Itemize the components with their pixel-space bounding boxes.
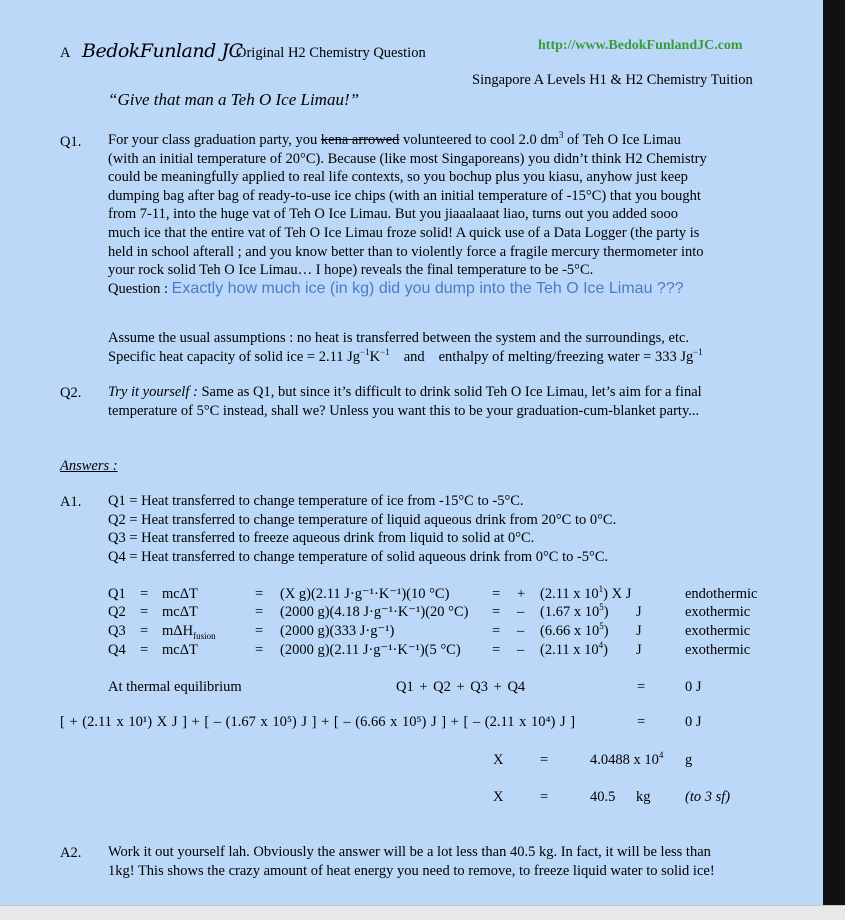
- calc-row-2-q: Q2: [108, 604, 126, 620]
- calc-row-1-eq2: =: [255, 586, 264, 602]
- calc-row-3-calc: (2000 g)(333 J·g⁻¹): [280, 623, 395, 639]
- calc-row-4-sign: –: [517, 642, 525, 658]
- calc-row-1-eq: =: [140, 586, 149, 602]
- calc-row-3-unit: J: [636, 623, 642, 639]
- calc-row-2-calc: (2000 g)(4.18 J·g⁻¹·K⁻¹)(20 °C): [280, 604, 469, 620]
- logo: BedokFunland JC: [82, 40, 243, 62]
- header-subtitle: Original H2 Chemistry Question: [236, 45, 426, 61]
- header-a: A: [60, 45, 71, 61]
- q2-paragraph: Try it yourself : Same as Q1, but since it’s difficult to drink solid Teh O Ice Limau, let’s aim for a final temperature of 5°C instead, shall we? Unless you want this to be your graduation-cum-blanket party...: [108, 384, 702, 419]
- equilibrium-equals: =: [637, 679, 646, 695]
- tagline: Singapore A Levels H1 & H2 Chemistry Tuition: [472, 72, 753, 88]
- window-edge: [823, 0, 845, 905]
- sum-line: [ + (2.11 x 10¹) X J ] + [ – (1.67 x 10⁵) J ] + [ – (6.66 x 10⁵) J ] + [ – (2.11 x 10⁴) J ]: [60, 714, 576, 730]
- x-grams-value: 4.0488 x $10^4$: [590, 750, 664, 768]
- sum-equals: =: [637, 714, 646, 730]
- calc-row-1-calc: (X g)(2.11 J·g⁻¹·K⁻¹)(10 °C): [280, 586, 450, 602]
- equilibrium-zero: 0 J: [685, 679, 702, 695]
- calc-row-3-f: mΔH$_{fusion}$: [162, 623, 216, 641]
- website-link[interactable]: http://www.BedokFunlandJC.com: [538, 38, 743, 53]
- answers-heading: Answers :: [60, 458, 118, 474]
- calc-row-2-f: mcΔT: [162, 604, 198, 620]
- calc-row-2-sign: –: [517, 604, 525, 620]
- x-kg-var: X: [493, 789, 504, 805]
- x-kg-unit: kg: [636, 789, 651, 805]
- calc-row-4-type: exothermic: [685, 642, 751, 658]
- calc-row-1-type: endothermic: [685, 586, 758, 602]
- calc-row-3-val: (6.66 x $10^5$): [540, 621, 609, 639]
- a2-paragraph: Work it out yourself lah. Obviously the answer will be a lot less than 40.5 kg. In fact, it will be less than 1kg! This shows the crazy amount of heat energy you need to remove, to freeze liquid water to solid ice!: [108, 844, 715, 879]
- calc-row-1-f: mcΔT: [162, 586, 198, 602]
- calc-row-3-q: Q3: [108, 623, 126, 639]
- x-grams-unit: g: [685, 752, 693, 768]
- a2-label: A2.: [60, 845, 82, 861]
- calc-row-1-sign: +: [517, 586, 526, 602]
- x-kg-value: 40.5: [590, 789, 616, 805]
- q2-label: Q2.: [60, 385, 82, 401]
- calc-row-1-val: (2.11 x $10^1$) X J: [540, 584, 632, 602]
- calc-row-2-val: (1.67 x $10^5$): [540, 602, 609, 620]
- equilibrium-label: At thermal equilibrium: [108, 679, 242, 695]
- calc-row-4-val: (2.11 x $10^4$): [540, 640, 609, 658]
- calc-row-1-q: Q1: [108, 586, 126, 602]
- calc-row-3-sign: –: [517, 623, 525, 639]
- x-kg-equals: =: [540, 789, 549, 805]
- calc-row-4-eq2: =: [255, 642, 264, 658]
- calc-row-4-eq: =: [140, 642, 149, 658]
- calc-row-4-unit: J: [636, 642, 642, 658]
- a1-definitions: Q1 = Heat transferred to change temperature of ice from -15°C to -5°C. Q2 = Heat transferred to change temperature of liquid aqueous drink from 20°C to 0°C. Q3 = Heat transferred to freeze aqueous drink from liquid to solid at 0°C. Q4 = Heat transferred to change temperature of solid aqueous drink from 0°C to -5°C.: [108, 493, 617, 565]
- calc-row-3-eq2: =: [255, 623, 264, 639]
- calc-row-4-f: mcΔT: [162, 642, 198, 658]
- status-bar: [0, 905, 845, 920]
- calc-row-3-type: exothermic: [685, 623, 751, 639]
- calc-row-4-eq3: =: [492, 642, 501, 658]
- calc-row-2-unit: J: [636, 604, 642, 620]
- calc-row-3-eq: =: [140, 623, 149, 639]
- sum-zero: 0 J: [685, 714, 702, 730]
- calc-row-2-eq3: =: [492, 604, 501, 620]
- calc-row-2-type: exothermic: [685, 604, 751, 620]
- calc-row-2-eq2: =: [255, 604, 264, 620]
- calc-row-2-eq: =: [140, 604, 149, 620]
- assumptions: Assume the usual assumptions : no heat is transferred between the system and the surroundings, etc. Specific heat capacity of solid ice = 2.11 $Jg^{-1}K^{-1}$ and enthalpy of melting/freezing water = 333 $Jg^{-1}$: [108, 330, 703, 365]
- calc-row-3-eq3: =: [492, 623, 501, 639]
- a1-label: A1.: [60, 494, 82, 510]
- x-grams-var: X: [493, 752, 504, 768]
- q1-label: Q1.: [60, 134, 82, 150]
- x-grams-equals: =: [540, 752, 549, 768]
- calc-row-1-eq3: =: [492, 586, 501, 602]
- quote: “Give that man a Teh O Ice Limau!”: [108, 90, 360, 109]
- calc-row-4-calc: (2000 g)(2.11 J·g⁻¹·K⁻¹)(5 °C): [280, 642, 461, 658]
- equilibrium-sum: Q1 + Q2 + Q3 + Q4: [396, 679, 526, 695]
- q1-question: Question : Exactly how much ice (in kg) did you dump into the Teh O Ice Limau ???: [108, 280, 684, 297]
- calc-row-4-q: Q4: [108, 642, 126, 658]
- x-kg-note: (to 3 sf): [685, 789, 731, 805]
- q1-paragraph: For your class graduation party, you kena arrowed volunteered to cool 2.0 $dm^3$ of Teh O Ice Limau (with an initial temperature of 20°C). Because (like most Singaporeans) you didn’t think H2 Chemistry could be meaningfully applied to real life contexts, so you bochup plus you kiasu, anyhow just keep dumping bag after bag of ready-to-use ice chips (with an initial temperature of -15°C) that you bought from 7-11, into the huge vat of Teh O Ice Limau. But you jiaaalaaat liao, turns out you added sooo much ice that the entire vat of Teh O Ice Limau froze solid! A quick use of a Data Logger (the party is held in school afterall ; and you know better than to violently force a fragile mercury thermometer into your rock solid Teh O Ice Limau… I hope) reveals the final temperature to be -5°C.: [108, 130, 707, 279]
